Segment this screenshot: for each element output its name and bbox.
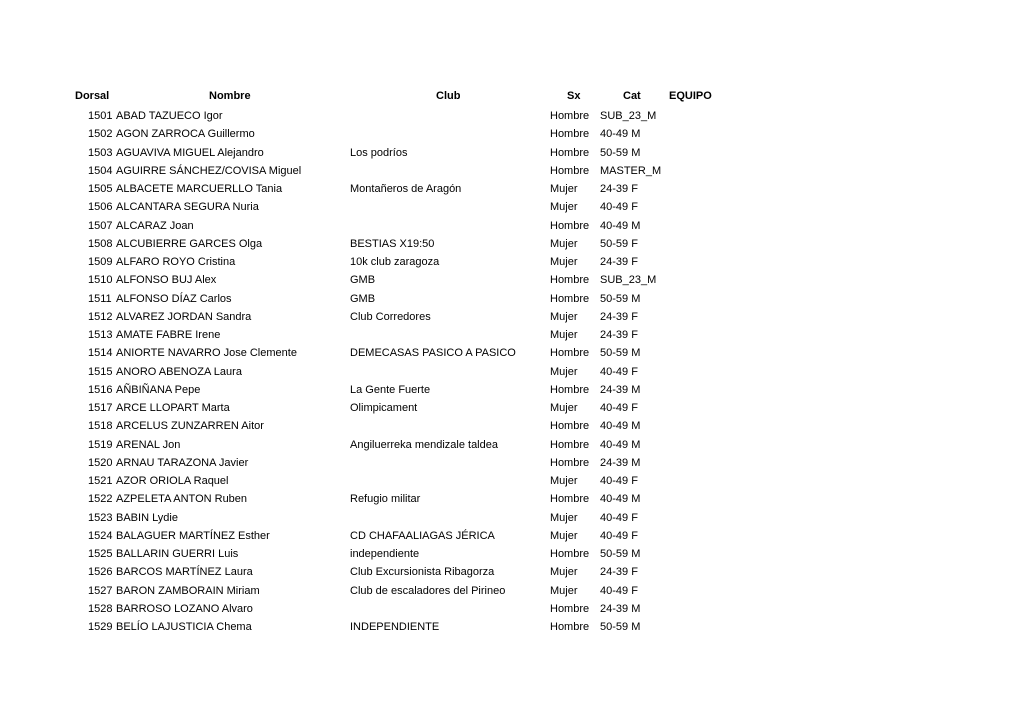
cell-dorsal: 1520 [88, 456, 113, 469]
cell-dorsal: 1502 [88, 128, 113, 141]
table-row [0, 182, 1024, 200]
cell-nombre: ARCE LLOPART Marta [116, 402, 230, 414]
cell-club: Los podríos [350, 146, 408, 159]
cell-nombre: ALCARAZ Joan [116, 219, 194, 232]
cell-dorsal: 1523 [88, 511, 113, 524]
cell-nombre: ALVAREZ JORDAN Sandra [116, 310, 252, 323]
cell-sx: Mujer [550, 237, 578, 250]
cell-dorsal: 1515 [88, 365, 113, 378]
cell-club: Club Corredores [350, 310, 431, 323]
cell-cat: 24-39 F [600, 256, 638, 268]
cell-sx: Mujer [550, 329, 578, 341]
cell-sx: Mujer [550, 256, 578, 268]
cell-cat: 40-49 M [600, 493, 641, 506]
table-row [0, 401, 1024, 419]
cell-cat: 50-59 M [600, 347, 641, 360]
table-row [0, 511, 1024, 529]
table-row [0, 456, 1024, 474]
cell-cat: 40-49 F [600, 529, 638, 542]
cell-nombre: ALFONSO DÍAZ Carlos [116, 292, 232, 305]
cell-sx: Mujer [550, 475, 578, 487]
table-body [0, 109, 1024, 638]
cell-cat: 40-49 F [600, 511, 638, 524]
header-club: Club [436, 90, 461, 102]
cell-cat: 40-49 F [600, 365, 638, 378]
cell-club: Olimpicament [350, 402, 418, 414]
table-row [0, 200, 1024, 218]
cell-cat: 24-39 M [600, 602, 641, 615]
cell-cat: SUB_23_M [600, 110, 657, 122]
cell-dorsal: 1506 [88, 201, 113, 214]
cell-cat: 24-39 F [600, 329, 638, 341]
cell-cat: 50-59 M [600, 548, 641, 560]
cell-cat: 24-39 M [600, 383, 641, 396]
cell-dorsal: 1513 [88, 329, 113, 341]
cell-club: Club de escaladores del Pirineo [350, 584, 506, 597]
cell-dorsal: 1503 [88, 146, 113, 159]
table-row [0, 255, 1024, 273]
cell-club: DEMECASAS PASICO A PASICO [350, 347, 516, 360]
cell-nombre: BABIN Lydie [116, 511, 178, 524]
cell-sx: Hombre [550, 164, 590, 177]
cell-sx: Mujer [550, 310, 578, 323]
cell-sx: Hombre [550, 219, 590, 232]
cell-dorsal: 1508 [88, 237, 113, 250]
cell-dorsal: 1509 [88, 256, 113, 268]
cell-sx: Hombre [550, 383, 590, 396]
cell-dorsal: 1510 [88, 274, 113, 287]
header-cat: Cat [623, 90, 641, 102]
cell-cat: 24-39 M [600, 456, 641, 469]
cell-nombre: ANORO ABENOZA Laura [116, 365, 242, 378]
cell-nombre: AZOR ORIOLA Raquel [116, 475, 229, 487]
cell-dorsal: 1507 [88, 219, 113, 232]
cell-nombre: ALCUBIERRE GARCES Olga [116, 237, 263, 250]
cell-cat: 40-49 F [600, 475, 638, 487]
cell-nombre: BARCOS MARTÍNEZ Laura [116, 566, 253, 579]
cell-cat: 40-49 F [600, 201, 638, 214]
header-nombre: Nombre [209, 90, 251, 102]
table-row [0, 346, 1024, 364]
cell-cat: 40-49 M [600, 128, 641, 141]
cell-club: Angiluerreka mendizale taldea [350, 438, 498, 451]
cell-dorsal: 1512 [88, 310, 113, 323]
table-row [0, 492, 1024, 510]
cell-nombre: ARCELUS ZUNZARREN Aitor [116, 420, 264, 433]
cell-cat: 50-59 M [600, 621, 641, 633]
cell-sx: Mujer [550, 201, 578, 214]
cell-club: INDEPENDIENTE [350, 621, 440, 633]
cell-nombre: AÑBIÑANA Pepe [116, 383, 201, 396]
cell-dorsal: 1505 [88, 183, 113, 195]
cell-cat: 40-49 F [600, 402, 638, 414]
table-header [0, 90, 1024, 106]
cell-club: BESTIAS X19:50 [350, 237, 435, 250]
table-row [0, 219, 1024, 237]
cell-sx: Mujer [550, 566, 578, 579]
table-row [0, 292, 1024, 310]
table-row [0, 146, 1024, 164]
cell-dorsal: 1504 [88, 164, 113, 177]
cell-cat: MASTER_M [600, 164, 662, 177]
table-row [0, 474, 1024, 492]
header-dorsal: Dorsal [75, 90, 110, 102]
cell-nombre: ARENAL Jon [116, 438, 181, 451]
cell-cat: 40-49 M [600, 438, 641, 451]
cell-nombre: BELÍO LAJUSTICIA Chema [116, 621, 252, 633]
cell-club: Montañeros de Aragón [350, 183, 462, 195]
table-row [0, 383, 1024, 401]
cell-nombre: AMATE FABRE Irene [116, 329, 221, 341]
cell-dorsal: 1525 [88, 548, 113, 560]
cell-dorsal: 1527 [88, 584, 113, 597]
cell-dorsal: 1528 [88, 602, 113, 615]
table-row [0, 365, 1024, 383]
table-row [0, 310, 1024, 328]
table-row [0, 584, 1024, 602]
table-row [0, 273, 1024, 291]
cell-sx: Mujer [550, 584, 578, 597]
cell-nombre: ALFARO ROYO Cristina [116, 256, 236, 268]
table-row [0, 620, 1024, 638]
cell-dorsal: 1516 [88, 383, 113, 396]
header-equipo: EQUIPO [669, 90, 712, 102]
cell-club: Club Excursionista Ribagorza [350, 566, 495, 579]
cell-cat: SUB_23_M [600, 274, 657, 287]
cell-club: La Gente Fuerte [350, 383, 431, 396]
cell-sx: Hombre [550, 292, 590, 305]
cell-cat: 24-39 F [600, 310, 638, 323]
cell-club: GMB [350, 274, 376, 287]
cell-sx: Mujer [550, 183, 578, 195]
cell-dorsal: 1501 [88, 110, 113, 122]
cell-cat: 40-49 F [600, 584, 638, 597]
cell-sx: Hombre [550, 420, 590, 433]
cell-nombre: ANIORTE NAVARRO Jose Clemente [116, 347, 297, 360]
cell-cat: 40-49 M [600, 219, 641, 232]
table-row [0, 602, 1024, 620]
table-row [0, 419, 1024, 437]
cell-sx: Hombre [550, 602, 590, 615]
cell-sx: Mujer [550, 511, 578, 524]
cell-cat: 50-59 F [600, 237, 638, 250]
cell-sx: Hombre [550, 456, 590, 469]
cell-dorsal: 1519 [88, 438, 113, 451]
cell-sx: Hombre [550, 146, 590, 159]
cell-sx: Hombre [550, 128, 590, 141]
cell-sx: Hombre [550, 438, 590, 451]
table-row [0, 164, 1024, 182]
cell-sx: Hombre [550, 347, 590, 360]
cell-club: CD CHAFAALIAGAS JÉRICA [350, 529, 495, 542]
cell-nombre: AGUIRRE SÁNCHEZ/COVISA Miguel [116, 164, 302, 177]
cell-dorsal: 1518 [88, 420, 113, 433]
cell-club: GMB [350, 292, 376, 305]
table-row [0, 438, 1024, 456]
cell-sx: Hombre [550, 274, 590, 287]
cell-nombre: AZPELETA ANTON Ruben [116, 493, 248, 506]
cell-nombre: AGON ZARROCA Guillermo [116, 128, 255, 141]
cell-sx: Mujer [550, 365, 578, 378]
cell-dorsal: 1522 [88, 493, 113, 506]
table-row [0, 127, 1024, 145]
cell-sx: Mujer [550, 529, 578, 542]
cell-nombre: ABAD TAZUECO Igor [116, 110, 223, 122]
cell-dorsal: 1524 [88, 529, 113, 542]
cell-dorsal: 1514 [88, 347, 113, 360]
cell-club: 10k club zaragoza [350, 256, 440, 268]
cell-nombre: AGUAVIVA MIGUEL Alejandro [116, 146, 264, 159]
cell-nombre: BALAGUER MARTÍNEZ Esther [116, 529, 270, 542]
cell-sx: Hombre [550, 621, 590, 633]
cell-nombre: BARON ZAMBORAIN Miriam [116, 584, 260, 597]
table-row [0, 237, 1024, 255]
cell-nombre: ALFONSO BUJ Alex [116, 274, 217, 287]
table-row [0, 565, 1024, 583]
cell-dorsal: 1521 [88, 475, 113, 487]
cell-cat: 40-49 M [600, 420, 641, 433]
cell-dorsal: 1511 [88, 292, 112, 305]
cell-nombre: BARROSO LOZANO Alvaro [116, 602, 253, 615]
cell-sx: Mujer [550, 402, 578, 414]
cell-dorsal: 1526 [88, 566, 113, 579]
cell-cat: 50-59 M [600, 146, 641, 159]
cell-sx: Hombre [550, 110, 590, 122]
cell-dorsal: 1529 [88, 621, 113, 633]
cell-cat: 24-39 F [600, 183, 638, 195]
cell-nombre: ALBACETE MARCUERLLO Tania [116, 183, 283, 195]
table-row [0, 328, 1024, 346]
cell-cat: 24-39 F [600, 566, 638, 579]
cell-sx: Hombre [550, 548, 590, 560]
cell-nombre: BALLARIN GUERRI Luis [116, 548, 239, 560]
header-sx: Sx [567, 90, 581, 102]
table-row [0, 529, 1024, 547]
table-row [0, 547, 1024, 565]
cell-dorsal: 1517 [88, 402, 113, 414]
cell-club: Refugio militar [350, 493, 421, 506]
cell-nombre: ARNAU TARAZONA Javier [116, 456, 249, 469]
cell-cat: 50-59 M [600, 292, 641, 305]
cell-nombre: ALCANTARA SEGURA Nuria [116, 201, 259, 214]
table-row [0, 109, 1024, 127]
cell-sx: Hombre [550, 493, 590, 506]
cell-club: independiente [350, 548, 420, 560]
